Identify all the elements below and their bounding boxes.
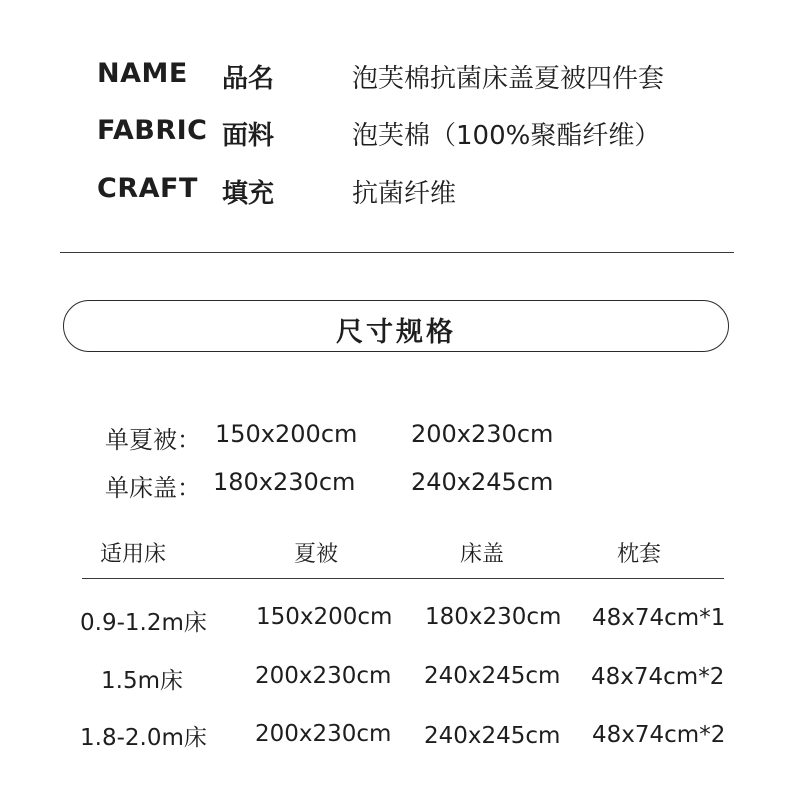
size-value: 240x245cm [411,468,554,496]
size-value: 180x230cm [213,468,356,496]
size-value: 150x200cm [215,420,358,448]
size-label: 单床盖： [105,474,201,502]
table-cell-pillowcase: 48x74cm*2 [591,664,725,690]
size-row-bedspread [0,468,790,502]
size-row-summer-quilt [0,420,790,454]
table-cell-pillowcase: 48x74cm*2 [592,722,726,748]
table-cell-bed: 0.9-1.2m床 [80,610,207,636]
table-cell-bedspread: 240x245cm [424,663,561,689]
table-header-pillowcase: 枕套 [617,542,662,567]
info-label-cn: 品名 [222,64,275,94]
section-divider [60,252,734,253]
table-header-divider [82,578,724,579]
table-cell-bedspread: 240x245cm [424,723,561,749]
table-header-bedspread: 床盖 [460,542,505,567]
info-row-name [0,54,790,94]
info-label-en: NAME [97,58,188,89]
table-cell-bedspread: 180x230cm [425,604,562,630]
info-label-cn: 填充 [222,179,275,209]
info-label-cn: 面料 [222,121,275,151]
table-cell-quilt: 200x230cm [255,721,392,747]
table-cell-bed: 1.5m床 [101,668,183,694]
table-cell-quilt: 200x230cm [255,663,392,689]
table-header-quilt: 夏被 [294,542,339,567]
section-title-pill [63,300,729,352]
info-value: 泡芙棉（100%聚酯纤维） [352,121,661,151]
size-label: 单夏被： [105,426,201,454]
info-row-craft [0,169,790,209]
info-label-en: FABRIC [97,115,208,146]
table-header-bed: 适用床 [100,542,167,567]
table-cell-bed: 1.8-2.0m床 [80,725,207,751]
info-label-en: CRAFT [97,173,198,204]
section-title: 尺寸规格 [336,317,456,348]
info-value: 泡芙棉抗菌床盖夏被四件套 [352,64,665,94]
size-value: 200x230cm [411,420,554,448]
table-cell-pillowcase: 48x74cm*1 [592,605,726,631]
table-cell-quilt: 150x200cm [256,604,393,630]
info-row-fabric [0,111,790,151]
info-value: 抗菌纤维 [352,179,457,209]
